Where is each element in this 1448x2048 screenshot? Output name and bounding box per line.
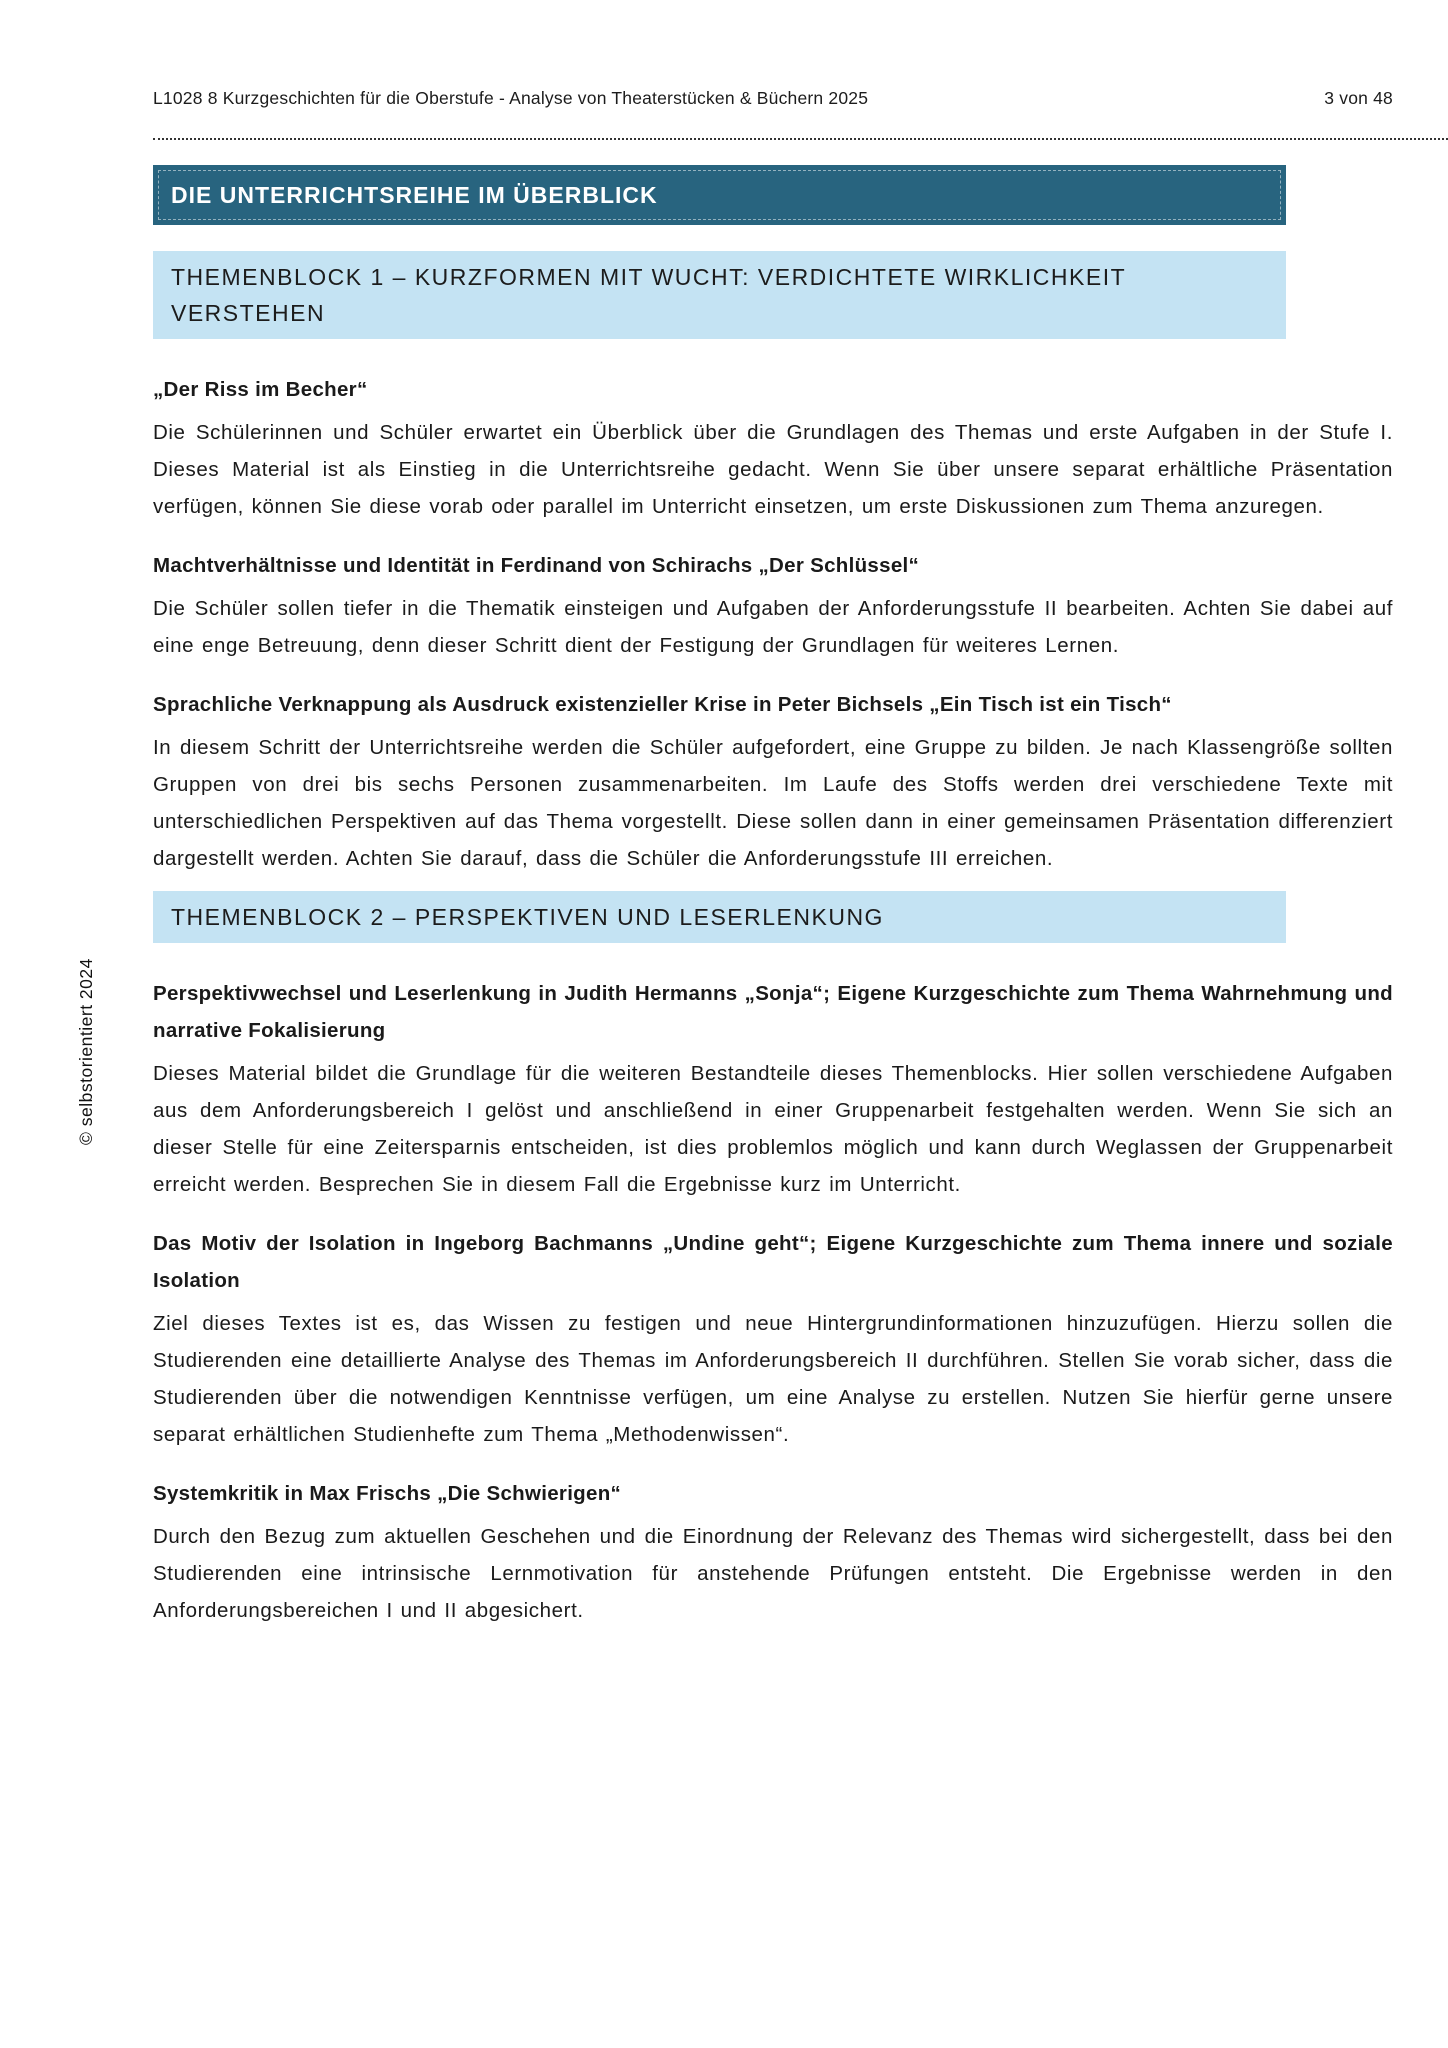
copyright-vertical: © selbstorientiert 2024 [76, 958, 96, 1145]
overview-banner: DIE UNTERRICHTSREIHE IM ÜBERBLICK [153, 165, 1286, 225]
page-number: 3 von 48 [1324, 88, 1393, 108]
section-heading: Das Motiv der Isolation in Ingeborg Bachmanns „Undine geht“; Eigene Kurzgeschichte zum Thema innere und soziale Isolation [153, 1232, 1393, 1292]
section-heading: Perspektivwechsel und Leserlenkung in Judith Hermanns „Sonja“; Eigene Kurzgeschichte zum Thema Wahrnehmung und narrative Fokalisierung [153, 982, 1393, 1042]
page-header [153, 0, 1393, 110]
themenblock-2-banner: THEMENBLOCK 2 – PERSPEKTIVEN UND LESERLENKUNG [153, 891, 1286, 943]
header-title: L1028 8 Kurzgeschichten für die Oberstufe - Analyse von Theaterstücken & Büchern 2025 [153, 88, 869, 108]
themenblock-2 [153, 891, 1393, 1629]
themenblock-1 [153, 251, 1393, 877]
section-paragraph: In diesem Schritt der Unterrichtsreihe werden die Schüler aufgefordert, eine Gruppe zu bilden. Je nach Klassengröße sollten Gruppen von drei bis sechs Personen zusammenarbeiten. Im Laufe des Stoffs werden drei verschiedene Texte mit unterschiedlichen Perspektiven auf das Thema vorgestellt. Diese sollen dann in einer gemeinsamen Präsentation differenziert dargestellt werden. Achten Sie darauf, dass die Schüler die Anforderungsstufe III erreichen. [153, 736, 1393, 870]
section-paragraph: Durch den Bezug zum aktuellen Geschehen und die Einordnung der Relevanz des Themas wird sichergestellt, dass bei den Studierenden eine intrinsische Lernmotivation für anstehende Prüfungen entsteht. Die Ergebnisse werden in den Anforderungsbereichen I und II abgesichert. [153, 1525, 1393, 1622]
page-content [153, 0, 1393, 1629]
section-paragraph: Ziel dieses Textes ist es, das Wissen zu festigen und neue Hintergrundinformationen hinzuzufügen. Hierzu sollen die Studierenden eine detaillierte Analyse des Themas im Anforderungsbereich II durchführen. Stellen Sie vorab sicher, dass die Studierenden über die notwendigen Kenntnisse verfügen, um eine Analyse zu erstellen. Nutzen Sie hierfür gerne unsere separat erhältlichen Studienhefte zum Thema „Methodenwissen“. [153, 1312, 1393, 1446]
section-paragraph: Die Schüler sollen tiefer in die Thematik einsteigen und Aufgaben der Anforderungsstufe II bearbeiten. Achten Sie dabei auf eine enge Betreuung, denn dieser Schritt dient der Festigung der Grundlagen für weiteres Lernen. [153, 597, 1393, 657]
section-heading: Systemkritik in Max Frischs „Die Schwierigen“ [153, 1482, 622, 1505]
section-paragraph: Die Schülerinnen und Schüler erwartet ein Überblick über die Grundlagen des Themas und erste Aufgaben in der Stufe I. Dieses Material ist als Einstieg in die Unterrichtsreihe gedacht. Wenn Sie über unsere separat erhältliche Präsentation verfügen, können Sie diese vorab oder parallel im Unterricht einsetzen, um erste Diskussionen zum Thema anzuregen. [153, 421, 1393, 518]
section-heading: Sprachliche Verknappung als Ausdruck existenzieller Krise in Peter Bichsels „Ein Tisch ist ein Tisch“ [153, 693, 1172, 716]
section-paragraph: Dieses Material bildet die Grundlage für die weiteren Bestandteile dieses Themenblocks. Hier sollen verschiedene Aufgaben aus dem Anforderungsbereich I gelöst und anschließend in einer Gruppenarbeit festgehalten werden. Wenn Sie sich an dieser Stelle für eine Zeitersparnis entscheiden, ist dies problemlos möglich und kann durch Weglassen der Gruppenarbeit erreicht werden. Besprechen Sie in diesem Fall die Ergebnisse kurz im Unterricht. [153, 1062, 1393, 1196]
section-heading: Machtverhältnisse und Identität in Ferdinand von Schirachs „Der Schlüssel“ [153, 554, 920, 577]
section-heading: „Der Riss im Becher“ [153, 378, 368, 401]
themenblock-1-banner: THEMENBLOCK 1 – KURZFORMEN MIT WUCHT: VERDICHTETE WIRKLICHKEIT VERSTEHEN [153, 251, 1286, 339]
